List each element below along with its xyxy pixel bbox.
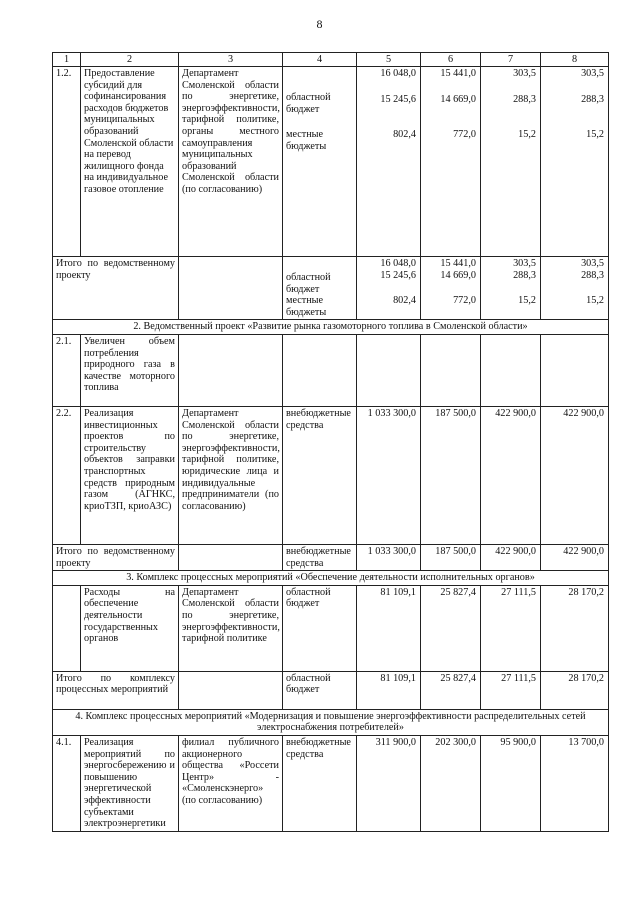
value-cell: 422 900,0 xyxy=(481,406,541,544)
value-regional: 14 669,0 xyxy=(440,93,476,105)
value-cell: 27 111,5 xyxy=(481,671,541,709)
section-row xyxy=(53,571,609,586)
funding-source xyxy=(283,257,357,320)
value-cell: 27 111,5 xyxy=(481,585,541,671)
source-local: местные бюджеты xyxy=(286,129,327,152)
value-local: 802,4 xyxy=(393,129,416,141)
value-local: 802,4 xyxy=(393,295,416,307)
value-cell xyxy=(481,67,541,257)
table-row xyxy=(53,406,609,544)
value-cell: 187 500,0 xyxy=(421,406,481,544)
total-row xyxy=(53,544,609,570)
value-total: 303,5 xyxy=(581,258,604,269)
value-cell xyxy=(421,67,481,257)
value-cell: 81 109,1 xyxy=(357,671,421,709)
value-local: 15,2 xyxy=(586,129,604,141)
value-cell: 81 109,1 xyxy=(357,585,421,671)
value-cell: 1 033 300,0 xyxy=(357,544,421,570)
funding-source: внебюджетные средства xyxy=(283,735,357,831)
empty-cell xyxy=(179,544,283,570)
value-cell xyxy=(357,67,421,257)
value-total: 303,5 xyxy=(513,68,536,79)
empty-cell xyxy=(421,334,481,406)
value-total: 16 048,0 xyxy=(380,68,416,79)
value-cell xyxy=(481,257,541,320)
activity-name: Увеличен объем потребления природного газа в качестве моторного топлива xyxy=(81,334,179,406)
value-cell: 28 170,2 xyxy=(541,585,609,671)
section-title: 4. Комплекс процессных мероприятий «Модернизация и повышение энергоэффективности распределительных сетей электроснабжения потребителей» xyxy=(53,709,609,735)
value-regional: 288,3 xyxy=(581,93,604,105)
value-local: 772,0 xyxy=(453,129,476,141)
header-cell: 7 xyxy=(481,53,541,67)
value-cell: 13 700,0 xyxy=(541,735,609,831)
value-cell: 187 500,0 xyxy=(421,544,481,570)
table-row xyxy=(53,585,609,671)
value-total: 16 048,0 xyxy=(380,258,416,269)
page-number: 8 xyxy=(316,17,323,31)
value-cell xyxy=(541,257,609,320)
activity-name: Расходы на обеспечение деятельности государственных органов xyxy=(81,585,179,671)
value-total: 303,5 xyxy=(513,258,536,269)
row-number: 2.2. xyxy=(53,406,81,544)
funding-source xyxy=(283,67,357,257)
empty-cell xyxy=(179,671,283,709)
value-cell: 95 900,0 xyxy=(481,735,541,831)
source-regional: областной бюджет xyxy=(286,92,331,115)
source-regional: областной бюджет xyxy=(286,272,331,295)
section-row xyxy=(53,320,609,335)
value-cell: 1 033 300,0 xyxy=(357,406,421,544)
value-regional: 288,3 xyxy=(581,269,604,281)
responsible-party: филиал публичного акционерного общества «Россети Центр» - «Смоленскэнерго» (по согласованию) xyxy=(179,735,283,831)
value-regional: 15 245,6 xyxy=(380,269,416,281)
value-local: 772,0 xyxy=(453,295,476,307)
funding-source: областной бюджет xyxy=(283,671,357,709)
header-cell: 8 xyxy=(541,53,609,67)
header-cell: 4 xyxy=(283,53,357,67)
row-number: 4.1. xyxy=(53,735,81,831)
header-row xyxy=(53,53,609,67)
table-row xyxy=(53,735,609,831)
table-row xyxy=(53,67,609,257)
row-number: 2.1. xyxy=(53,334,81,406)
value-cell xyxy=(357,257,421,320)
total-label: Итого по комплексу процессных мероприятий xyxy=(53,671,179,709)
header-cell: 5 xyxy=(357,53,421,67)
value-cell: 311 900,0 xyxy=(357,735,421,831)
responsible-party: Департамент Смоленской области по энергетике, энергоэффективности, тарифной политике, органы местного самоуправления муниципальных образований Смоленской области (по согласованию) xyxy=(179,67,283,257)
responsible-party: Департамент Смоленской области по энергетике, энергоэффективности, тарифной политике, юридические лица и индивидуальные предприниматели (по согласованию) xyxy=(179,406,283,544)
section-title: 2. Ведомственный проект «Развитие рынка газомоторного топлива в Смоленской области» xyxy=(53,320,609,335)
value-regional: 288,3 xyxy=(513,269,536,281)
empty-cell xyxy=(283,334,357,406)
value-cell xyxy=(421,257,481,320)
value-cell: 422 900,0 xyxy=(541,406,609,544)
value-cell: 25 827,4 xyxy=(421,671,481,709)
value-total: 303,5 xyxy=(581,68,604,79)
activity-name: Предоставление субсидий для софинансирования расходов бюджетов муниципальных образований Смоленской области на перевод жилищного фонда на индивидуальное газовое отопление xyxy=(81,67,179,257)
value-cell: 28 170,2 xyxy=(541,671,609,709)
header-cell: 2 xyxy=(81,53,179,67)
row-number xyxy=(53,585,81,671)
total-label: Итого по ведомственному проекту xyxy=(53,257,179,320)
program-table xyxy=(52,52,609,832)
value-cell: 25 827,4 xyxy=(421,585,481,671)
value-regional: 15 245,6 xyxy=(380,93,416,105)
source-local: местные бюджеты xyxy=(286,295,327,318)
value-total: 15 441,0 xyxy=(440,68,476,79)
section-row xyxy=(53,709,609,735)
table-row xyxy=(53,334,609,406)
total-label: Итого по ведомственному проекту xyxy=(53,544,179,570)
empty-cell xyxy=(357,334,421,406)
empty-cell xyxy=(481,334,541,406)
empty-cell xyxy=(179,334,283,406)
value-local: 15,2 xyxy=(518,129,536,141)
header-cell: 6 xyxy=(421,53,481,67)
value-cell xyxy=(541,67,609,257)
total-row xyxy=(53,257,609,320)
value-total: 15 441,0 xyxy=(440,258,476,269)
funding-source: внебюджетные средства xyxy=(283,544,357,570)
value-local: 15,2 xyxy=(586,295,604,307)
empty-cell xyxy=(179,257,283,320)
value-regional: 288,3 xyxy=(513,93,536,105)
value-regional: 14 669,0 xyxy=(440,269,476,281)
header-cell: 3 xyxy=(179,53,283,67)
value-cell: 422 900,0 xyxy=(481,544,541,570)
activity-name: Реализация мероприятий по энергосбережению и повышению энергетической эффективности субъектами электроэнергетики xyxy=(81,735,179,831)
section-title: 3. Комплекс процессных мероприятий «Обеспечение деятельности исполнительных органов» xyxy=(53,571,609,586)
funding-source: внебюджетные средства xyxy=(283,406,357,544)
funding-source: областной бюджет xyxy=(283,585,357,671)
activity-name: Реализация инвестиционных проектов по строительству объектов заправки транспортных средств природным газом (АГНКС, криоТЗП, криоАЗС) xyxy=(81,406,179,544)
responsible-party: Департамент Смоленской области по энергетике, энергоэффективности, тарифной политике xyxy=(179,585,283,671)
value-cell: 202 300,0 xyxy=(421,735,481,831)
empty-cell xyxy=(541,334,609,406)
value-local: 15,2 xyxy=(518,295,536,307)
total-row xyxy=(53,671,609,709)
header-cell: 1 xyxy=(53,53,81,67)
value-cell: 422 900,0 xyxy=(541,544,609,570)
row-number: 1.2. xyxy=(53,67,81,257)
